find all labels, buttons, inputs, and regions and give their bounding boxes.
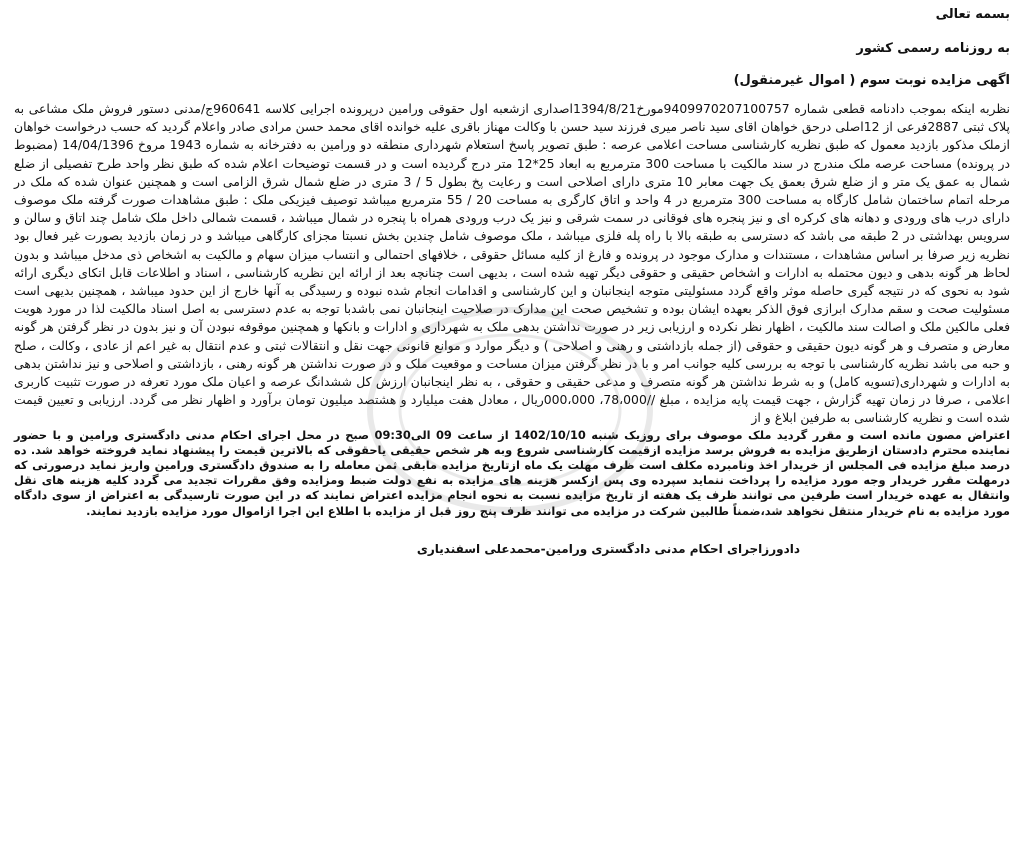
auction-notice-document bbox=[14, 6, 1010, 557]
notice-body-paragraph: نظربه اینکه بموجب دادنامه قطعی شماره 9409970207100757مورخ1394/8/21اصداری ازشعبه اول حقوقی ورامین درپرونده اجرایی کلاسه 960641ج/مدنی دستور فروش ملک مشاعی به پلاک ثبتی 2887فرعی از 12اصلی درحق خواهان اقای سید ناصر میری فرزند سید حسن با وکالت مهناز باقری علیه خوانده اقای محمد حسن مرادی صادر واعلام گردید که حسب درخواست خواهان ازملک مذکور بازدید معمول که طبق نظریه کارشناسی مساحت اعلامی عرصه : طبق تصویر پاسخ استعلام شهرداری منطقه دو ورامین به دفترخانه به شماره 1943 مروخ 14/04/1396 (مضبوط در پرونده) مساحت عرصه ملک مندرج در سند مالکیت با مساحت 300 مترمربع به ابعاد 25*12 متر درج گردیده است و در قسمت توضیحات اعلام شده که طبق نظر واحد طرح تفصیلی از ضلع شمال به عمق یک متر و از ضلع شرق بعمق یک جهت معابر 10 متری دارای اصلاحی است و رعایت پخ بطول 5 / 3 متری در ضلع شمال شرق الزامی است و همچنین عنوان شده که ملک در مرحله اتمام ساختمان شامل کارگاه به مساحت 300 مترمربع در 4 واحد و اتاق کارگری به مساحت 20 / 55 مترمربع میباشد توصیف فیزیکی ملک : طبق مشاهدات صورت گرفته ملک موصوف دارای درب های ورودی و دهانه های کرکره ای و نیز پنجره های فوقانی در سمت شرقی و نیز یک درب ورودی همراه با پنجره در شمال میباشد ، قسمت شمالی داخل ملک شامل چند اتاق و سالن و سرویس بهداشتی در 2 طبقه می باشد که دسترسی به طبقه بالا با راه پله فلزی میباشد ، ملک موصوف شامل چندین بخش نسبتا مجزای کارگاهی میباشد و در زمان بازدید بصورت غیر فعال بود نظریه زیر صرفا بر اساس مشاهدات ، مستندات و مدارک موجود در پرونده و فارغ از کلیه مسائل حقوقی ، خلافهای احتمالی و انتساب میزان سهام و مالکیت به اشخاص ذی مدخل میباشد و بدون لحاظ هر گونه بدهی و دیون محتمله به ادارات و اشخاص حقیقی و حقوقی دیگر تهیه شده است ، بدیهی است چنانچه بعد از ارائه این نظریه کارشناسی ، اسناد و اطلاعات قابل اتکای دیگری ارائه شود به نحوی که در نتیجه گیری حاصله موثر واقع گردد مسئولیتی متوجه اینجانبان و این کارشناسی و اقدامات انجام شده نبوده و رسیدگی به آنها خارج از این حدود میباشد ، همچنین بدیهی است مسئولیت صحت و سقم مدارک ابرازی فوق الذکر بعهده ایشان بوده و تشخیص صحت این مدارک در صلاحیت اینجانبان نمی باشدبا توجه به عدم دسترسی به اصل اسناد مالکیت لذا در مورد هویت فعلی مالکین ملک و اصالت سند مالکیت ، اظهار نظر نکرده و ارزیابی زیر در صورت نداشتن بدهی ملک به شهرداری و ادارات و بانکها و همچنین موقوفه نبودن آن و نیز بدون در نظر گرفتن هر گونه معارض و متصرف و هر گونه دیون حقیقی و حقوقی (از جمله بازداشتی و رهنی و اصلاحی ) و دیگر موارد و موانع قانونی جهت نقل و انتقالات ثبتی و عدم انتقال به غیر اعم از عادی ، وکالت ، صلح و حبه می باشد نظریه کارشناسی با توجه به بررسی کلیه جوانب امر و با در نظر گرفتن میزان مساحت و موقعیت ملک و در صورت نداشتن هر گونه رهنی ، بازداشتی و اصلاحی و نیز نداشتن بدهی به ادارات و شهرداری(تسویه کامل) و به شرط نداشتن هر گونه متصرف و مدعی حقیقی و حقوقی ، به نظر اینجانبان ارزش کل ششدانگ عرصه و اعیان ملک مورد تعرفه در صورت تثبیت کاربری اعلامی ، صرفا در زمان تهیه گزارش ، جهت قیمت پایه مزایده ، مبلغ //78،000، 000،000ریال ، معادل هفت میلیارد و هشتصد میلیون تومان برآورد و اظهار نظر می گردد. ارزیابی و تعیین قیمت شده است و نظریه کارشناسی به طرفین ابلاغ و از bbox=[14, 101, 1010, 426]
auction-terms-paragraph: اعتراض مصون مانده است و مقرر گردید ملک موصوف برای روزیک شنبه 1402/10/10 از ساعت 09 الی09:30 صبح در محل اجرای احکام مدنی دادگستری ورامین و با حضور نماینده محترم دادستان ازطریق مزایده به فروش برسد مزایده ازقیمت کارشناسی شروع وبه هر شخص حقیقی یاحقوقی که بالاترین قیمت را پیشنهاد نماید فروخته خواهد شد. ده درصد مبلغ مزایده فی المجلس از خریدار اخذ ونامبرده مکلف است ظرف مهلت یک ماه ازتاریخ مزایده مابقی ثمن معامله را به صندوق دادگستری ورامین واریز نماید درصورتی که درمهلت مقرر خریدار وجه مورد مزایده را پرداخت ننماید سپرده وی پس ازکسر هزینه های مزایده به نفع دولت ضبط ومزایده وفق مقررات تجدید می گردد کلیه هزینه های نقل وانتقال به عهده خریدار است طرفین می توانند ظرف یک هفته از تاریخ مزایده نسبت به نحوه انجام مزایده اعتراض نمایند که در این صورت تارسیدگی به اعتراض از سوی دادگاه مورد مزایده به نام خریدار منتقل نخواهد شد،ضمناً طالبین شرکت در مزایده می توانند ظرف پنج روز قبل از مزایده با اطلاع این اجرا ازاموال مورد مزایده بازدید نمایند. bbox=[14, 427, 1010, 518]
signature-line: دادورزاجرای احکام مدنی دادگستری ورامین-محمدعلی اسفندیاری bbox=[416, 541, 800, 556]
salutation-heading: بسمه تعالی bbox=[935, 7, 1010, 22]
notice-title: اگهی مزایده نوبت سوم ( اموال غیرمنقول) bbox=[733, 73, 1010, 88]
newspaper-heading: به روزنامه رسمی کشور bbox=[856, 41, 1010, 56]
